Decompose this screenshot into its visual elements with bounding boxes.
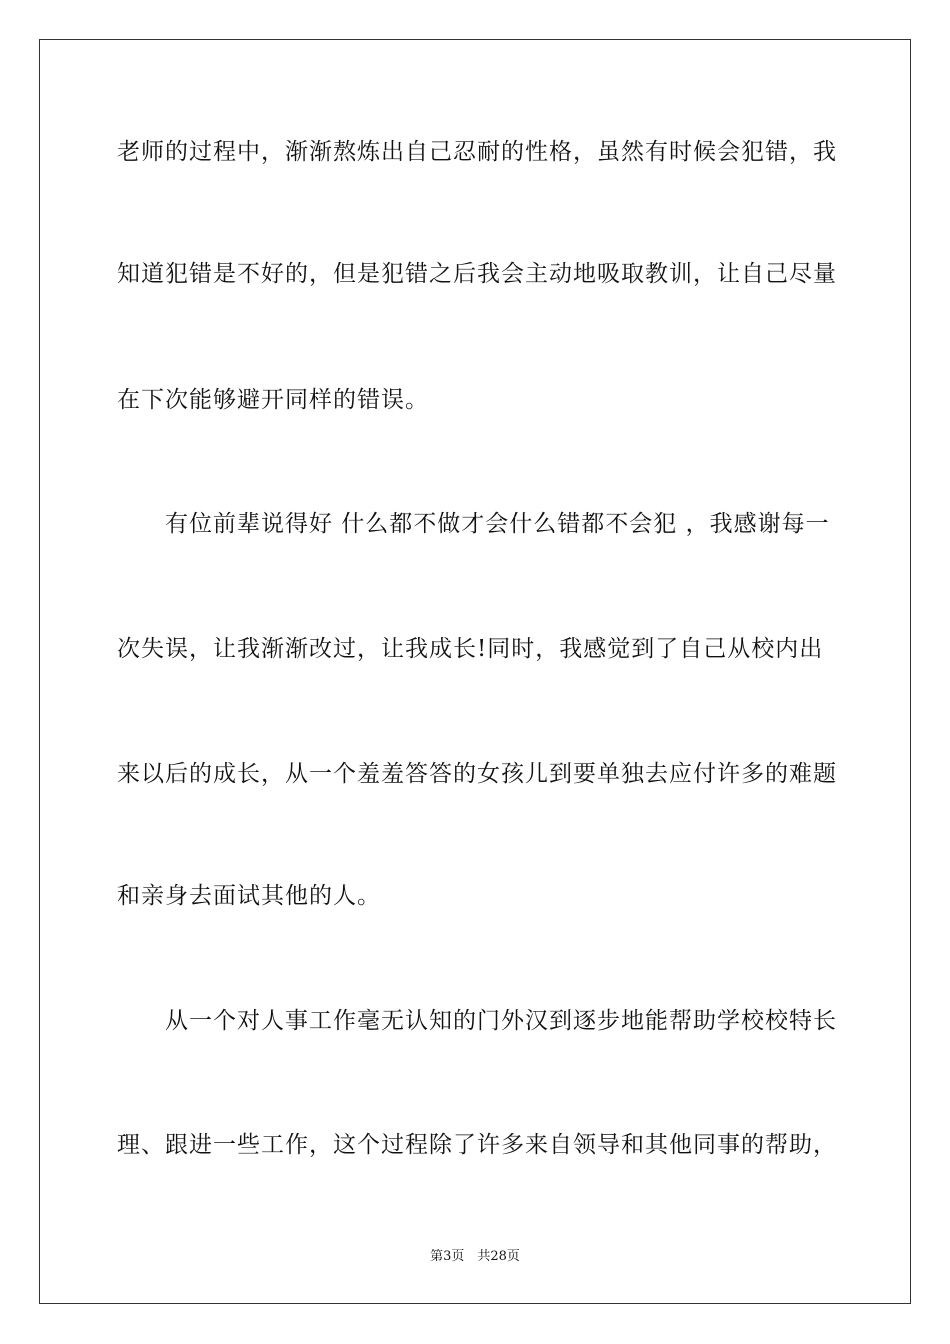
page-number-footer: 第3页 共28页 [430,1249,520,1264]
text-line-3: 在下次能够避开同样的错误。 [117,387,429,413]
text-line-1: 老师的过程中，渐渐熬炼出自己忍耐的性格，虽然有时候会犯错，我 [117,139,837,165]
text-line-7: 和亲身去面试其他的人。 [117,883,381,909]
text-line-5: 次失误，让我渐渐改过，让我成长!同时，我感觉到了自己从校内出 [117,636,824,662]
text-line-9: 理、跟进一些工作，这个过程除了许多来自领导和其他同事的帮助， [117,1132,837,1158]
text-line-8: 从一个对人事工作毫无认知的门外汉到逐步地能帮助学校校特长 [117,1008,837,1034]
text-line-4: 有位前辈说得好 什么都不做才会什么错都不会犯 ，我感谢每一 [117,511,830,537]
text-line-6: 来以后的成长，从一个羞羞答答的女孩儿到要单独去应付许多的难题 [117,761,837,787]
text-line-2: 知道犯错是不好的，但是犯错之后我会主动地吸取教训，让自己尽量 [117,261,837,287]
page-border [39,39,911,1304]
